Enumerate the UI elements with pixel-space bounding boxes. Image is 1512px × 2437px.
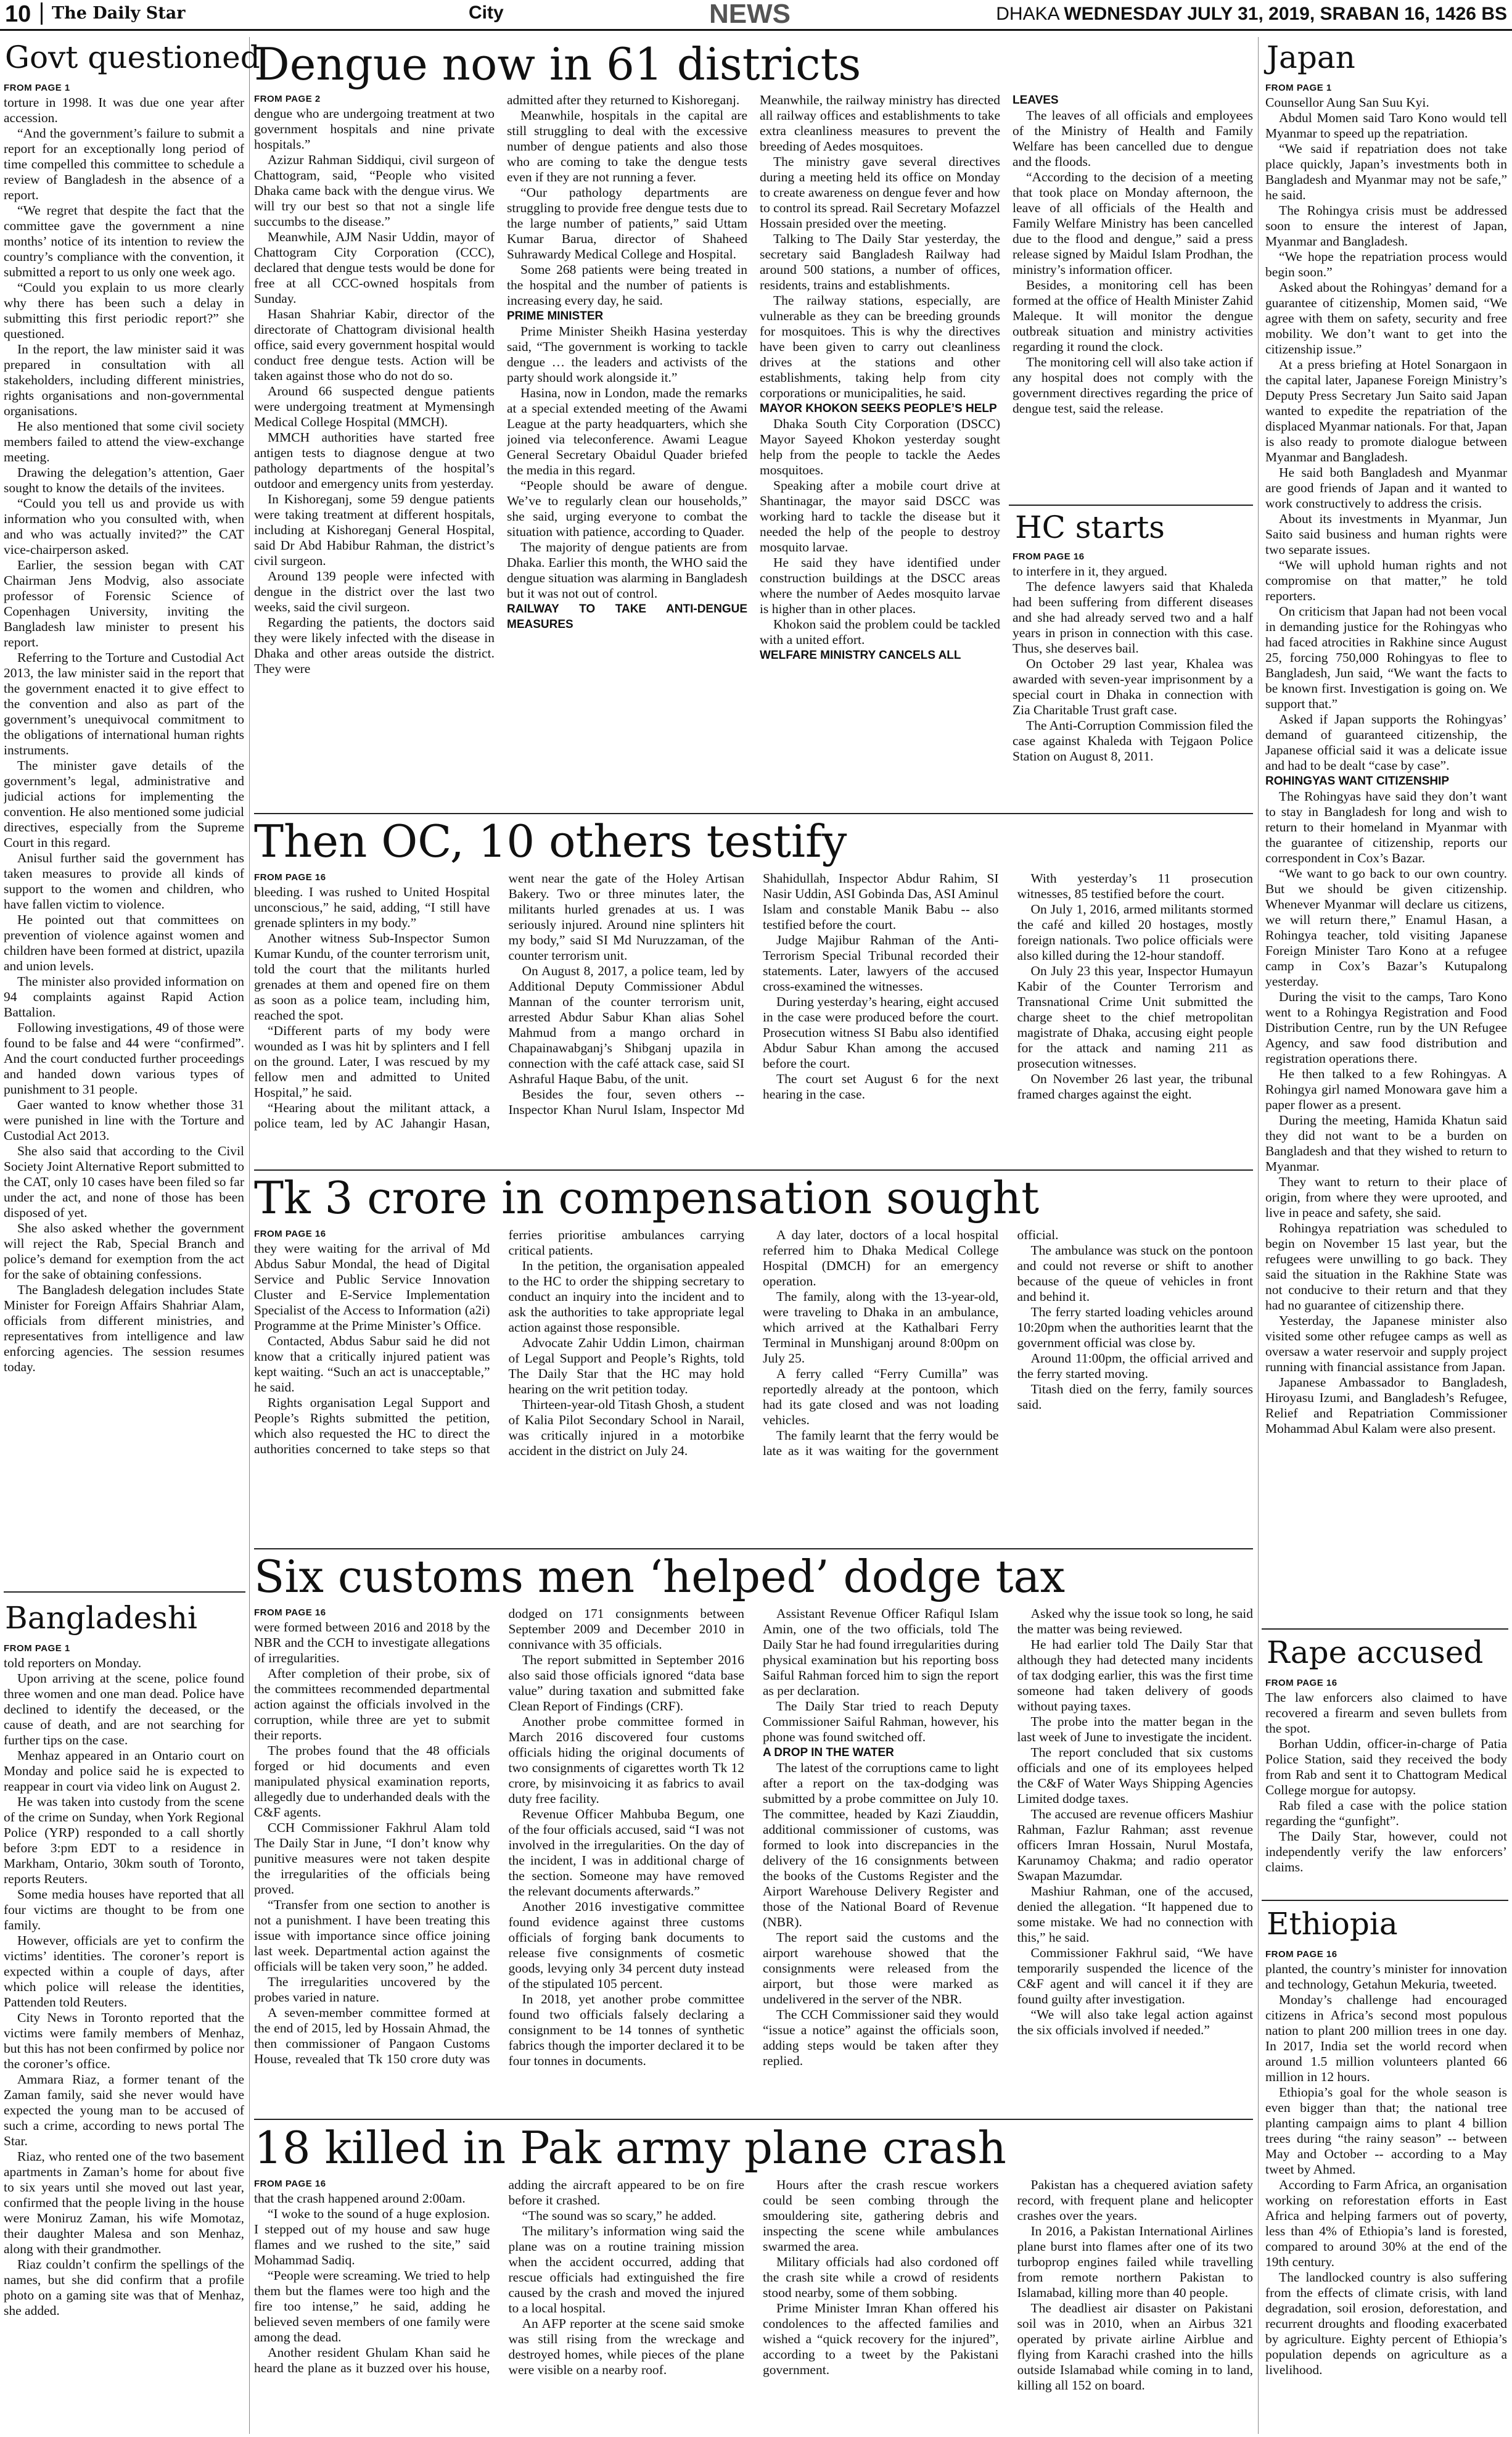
paragraph: The ministry gave several directives during a meeting held its office on Monday to create awareness on dengue fever and how to control its spread. Rail Secretary Mofazzel Hossain presided over the meeting. bbox=[760, 154, 1000, 231]
story-divider bbox=[254, 1548, 1253, 1549]
paragraph: Another resident Ghulam Khan said he heard the plane as it buzzed over his house, adding the aircraft appeared to be on fire before it crashed. bbox=[254, 2177, 744, 2375]
paragraph: Upon arriving at the scene, police found three women and one man dead. Police have declined to identify the deceased, or the cause of death, and are not searching for further tips on the case. bbox=[4, 1671, 244, 1747]
jump-line: FROM PAGE 1 bbox=[4, 83, 70, 93]
paragraph: “We will also take legal action against the six officials involved if needed.” bbox=[1017, 2007, 1253, 2037]
paragraph: During the meeting, Hamida Khatun said they did not want to be a burden on Bangladesh and that they wished to return to Myanmar. bbox=[1265, 1113, 1507, 1174]
paragraph: Around 139 people were infected with dengue in the district over the last two weeks, said the civil surgeon. bbox=[254, 569, 495, 614]
paragraph: In 2016, a Pakistan International Airlines plane burst into flames after one of its two turboprop engines failed while travelling from remote northern Pakistan to Islamabad, killing more than 40 people. bbox=[1017, 2224, 1253, 2300]
story-divider bbox=[4, 1591, 245, 1593]
headline-japan: Japan bbox=[1267, 39, 1355, 75]
article-ethiopia bbox=[1265, 1948, 1507, 2433]
paragraph: “I woke to the sound of a huge explosion. I stepped out of my house and saw huge flames and we rushed to the site,” said Mohammad Sadiq. bbox=[254, 2206, 490, 2267]
paragraph: During yesterday’s hearing, eight accused in the case were produced before the court. Prosecution witness SI Babu also identified Abdur Sabur Khan among the accused before the court. bbox=[763, 994, 999, 1071]
paragraph: they were waiting for the arrival of Md Abdus Sabur Mondal, the head of Digital Service and Public Service Innovation Cluster and E-Service Implementation Specialist of the Access to Information (a2i) Programme at the Prime Minister’s Office. bbox=[254, 1241, 490, 1333]
paragraph: Borhan Uddin, officer-in-charge of Patia Police Station, said they received the body from Rab and sent it to Chattogram Medical College morgue for autopsy. bbox=[1265, 1736, 1507, 1797]
paragraph: He had earlier told The Daily Star that although they had detected many incidents of tax dodging earlier, this was the first time someone had taken delivery of goods without paying taxes. bbox=[1017, 1637, 1253, 1713]
story-divider bbox=[1262, 1900, 1508, 1901]
paragraph: The Bangladesh delegation includes State Minister for Foreign Affairs Shahriar Alam, officials from different ministries, and representatives from intelligence and law enforcing agencies. The session resumes today. bbox=[4, 1282, 244, 1374]
paragraph: In the petition, the organisation appealed to the HC to order the shipping secretary to conduct an inquiry into the incident and to ask the authorities to take appropriate legal action against those responsible. bbox=[508, 1258, 744, 1335]
paragraph: Dhaka South City Corporation (DSCC) Mayor Sayeed Khokon yesterday sought help from the people to tackle the Aedes mosquitoes. bbox=[760, 416, 1000, 477]
paragraph: Hasina, now in London, made the remarks at a special extended meeting of the Awami League at the party headquarters, which she joined via teleconference. Awami League General Secretary Obaidul Quader briefed the media in this regard. bbox=[507, 386, 747, 477]
paragraph: Abdul Momen said Taro Kono would tell Myanmar to speed up the repatriation. bbox=[1265, 110, 1507, 141]
paragraph: dengue who are undergoing treatment at two government hospitals and nine private hospitals.” bbox=[254, 106, 495, 152]
paragraph: Some 268 patients were being treated in the hospital and the number of patients is increasing every day, he said. bbox=[507, 262, 747, 308]
paragraph: The Rohingya crisis must be addressed soon to ensure the interest of Japan, Myanmar and Bangladesh. bbox=[1265, 203, 1507, 249]
headline-oc-testify: Then OC, 10 others testify bbox=[254, 815, 847, 867]
paragraph: Besides, a monitoring cell has been formed at the office of Health Minister Zahid Maleque. It will monitor the dengue outbreak situation and ministry activities regarding it round the clock. bbox=[1013, 278, 1253, 354]
article-bangladeshi bbox=[4, 1642, 244, 2433]
paragraph: Titash died on the ferry, family sources said. bbox=[1017, 1382, 1253, 1412]
jump-line: FROM PAGE 16 bbox=[1265, 1949, 1337, 1960]
paragraph: Azizur Rahman Siddiqui, civil surgeon of Chattogram, said, “People who visited Dhaka came back with the dengue virus. We will try our best so that not a single life succumbs to the disease.” bbox=[254, 152, 495, 229]
subheading: LEAVES bbox=[1013, 94, 1059, 107]
column-rule bbox=[249, 37, 250, 2434]
story-divider bbox=[254, 1169, 1253, 1171]
section-label: City bbox=[469, 2, 504, 23]
paragraph: The report said the customs and the airport warehouse showed that the consignments were released from the airport, but those were marked as undelivered in the server of the NBR. bbox=[763, 1930, 999, 2006]
article-hc-starts bbox=[1013, 550, 1253, 808]
subheading: ROHINGYAS WANT CITIZENSHIP bbox=[1265, 775, 1450, 788]
paragraph: “And the government’s failure to submit a report for an exceptionally long period of time compelled this committee to schedule a review of Bangladesh in the absence of a report. bbox=[4, 126, 244, 202]
paragraph: “The sound was so scary,” he added. bbox=[522, 2208, 717, 2223]
paragraph: City News in Toronto reported that the victims were family members of Menhaz, but this has not been confirmed by police nor the coroner’s office. bbox=[4, 2010, 244, 2071]
paragraph: About its investments in Myanmar, Jun Saito said business and human rights were two separate issues. bbox=[1265, 511, 1507, 557]
paragraph: He pointed out that committees on prevention of violence against women and children have been formed at district, upazila and union levels. bbox=[4, 912, 244, 973]
subheading: PRIME MINISTER bbox=[507, 310, 604, 323]
paragraph: The deadliest air disaster on Pakistani soil was in 2010, when an Airbus 321 operated by private airline Airblue and flying from Karachi crashed into the hills outside Islamabad while coming in to land, killing all 152 on board. bbox=[1017, 2301, 1253, 2393]
paragraph: On October 29 last year, Khalea was awarded with seven-year imprisonment by a special court in Dhaka in connection with Zia Charitable Trust graft case. bbox=[1013, 656, 1253, 717]
paragraph: The latest of the corruptions came to light after a report on the tax-dodging was submitted by a probe committee on July 10. The committee, headed by Kazi Ziauddin, additional commissioner of customs, was formed to look into discrepancies in the delivery of the 16 consignments between the books of the Customs Register and the Airport Warehouse Delivery Register and those of the National Board of Revenue (NBR). bbox=[763, 1760, 999, 1929]
paragraph: “Hearing about the militant attack, a police team, led by AC Jahangir Hasan, went near the gate of the Holey Artisan Bakery. Two or three minutes later, the militants hurled grenades at us. I was seriously injured. Around nine splinters hit my body,” said SI Md Nuruzzaman, of the counter terrorism unit. bbox=[254, 871, 744, 1131]
paragraph: Meanwhile, AJM Nasir Uddin, mayor of Chattogram City Corporation (CCC), declared that dengue tests would be done for free at all CCC-owned hospitals from Sunday. bbox=[254, 229, 495, 306]
page-number: 10 bbox=[5, 1, 31, 27]
story-divider bbox=[254, 813, 1253, 814]
paragraph: “Could you explain to us more clearly why there has been such a delay in submitting this first periodic report?” she questioned. bbox=[4, 280, 244, 341]
paragraph: Assistant Revenue Officer Rafiqul Islam Amin, one of the two officials, told The Daily Star he had found irregularities during physical examination but his reporting boss Saiful Rahman forced him to sign the report as per declaration. bbox=[763, 1606, 999, 1698]
paragraph: Another probe committee formed in March 2016 discovered four customs officials hiding the original documents of two consignments of cigarettes worth Tk 12 crore, by misinvoicing it as fabrics to avail duty free facility. bbox=[508, 1714, 744, 1806]
paragraph: The probe into the matter began in the last week of June to investigate the incident. bbox=[1017, 1714, 1253, 1744]
paragraph: On criticism that Japan had not been vocal in demanding justice for the Rohingyas who had faced atrocities in Rakhine since August 25, forcing 750,000 Rohingyas to flee to Bangladesh, Jun said, “We want the facts to be known first. Investigation is going on. We support that.” bbox=[1265, 604, 1507, 711]
paragraph: Monday’s challenge had encouraged citizens in Africa’s second most populous nation to plant 200 million trees in one day. In 2017, India set the world record when around 1.5 million volunteers planted 66 million in 12 hours. bbox=[1265, 1992, 1507, 2084]
paragraph: “Transfer from one section to another is not a punishment. I have been treating this issue with importance since office joining last week. Departmental action against the officials will be taken very soon,” he added. bbox=[254, 1897, 490, 1974]
paragraph: The defence lawyers said that Khaleda had been suffering from different diseases and she had already served two and a half years in prison in connection with this case. Thus, she deserves bail. bbox=[1013, 579, 1253, 656]
paragraph: In Kishoreganj, some 59 dengue patients were taking treatment at different hospitals, including at Kishoreganj General Hospital, said Dr Abd Habibur Rahman, the district’s civil surgeon. bbox=[254, 492, 495, 568]
paragraph: The railway stations, especially, are vulnerable as they can be breeding grounds for mosquitoes. This is why the directives have been given to carry out cleanliness drives at the stations and other establishments, taking help from city corporations or municipalities, he said. bbox=[760, 293, 1000, 400]
headline-bangladeshi: Bangladeshi bbox=[5, 1600, 198, 1636]
paragraph: On July 23 this year, Inspector Humayun Kabir of the Counter Terrorism and Transnational Crime Unit submitted the charge sheet to the chief metropolitan magistrate of Dhaka, accusing eight people for the attack and naming 211 as prosecution witnesses. bbox=[1017, 963, 1253, 1071]
headline-rape-accused: Rape accused bbox=[1267, 1635, 1484, 1670]
jump-line: FROM PAGE 2 bbox=[254, 94, 321, 104]
jump-line: FROM PAGE 16 bbox=[254, 872, 326, 883]
subheading: MAYOR KHOKON SEEKS PEOPLE’S HELP bbox=[760, 402, 997, 415]
paragraph: bleeding. I was rushed to United Hospital unconscious,” he said, adding, “I still have grenade splinters in my body.” bbox=[254, 884, 490, 930]
paragraph: The landlocked country is also suffering from the effects of climate crisis, with land degradation, soil erosion, deforestation, and recurrent droughts and flooding exacerbated by agriculture. Eighty percent of Ethiopia’s population depends on agriculture as a livelihood. bbox=[1265, 2270, 1507, 2377]
paragraph: According to Farm Africa, an organisation working on reforestation efforts in East Africa and helping farmers out of poverty, less than 4% of Ethiopia’s land is forested, compared to around 30% at the end of the 19th century. bbox=[1265, 2177, 1507, 2269]
paragraph: Khokon said the problem could be tackled with a united effort. bbox=[760, 617, 1000, 647]
paragraph: The ambulance was stuck on the pontoon and could not reverse or shift to another because of the queue of vehicles in front and behind it. bbox=[1017, 1243, 1253, 1304]
paragraph: Around 66 suspected dengue patients were undergoing treatment at Mymensingh Medical College Hospital (MMCH). bbox=[254, 384, 495, 429]
jump-line: FROM PAGE 16 bbox=[254, 1607, 326, 1618]
paragraph: Meanwhile, hospitals in the capital are still struggling to deal with the excessive number of dengue patients and also those who are coming to take the dengue tests even if they are not running a fever. bbox=[507, 108, 747, 184]
paragraph: admitted after they returned to Kishoreganj. bbox=[507, 93, 740, 107]
paragraph: Ethiopia’s goal for the whole season is even bigger than that; the national tree planting campaign aims to plant 4 billion trees during “the rainy season” -- between May and October -- according to a May tweet by Ahmed. bbox=[1265, 2085, 1507, 2177]
paragraph: Riaz couldn’t confirm the spellings of the names, but she did confirm that a profile photo on a gaming site was that of Menhaz, she added. bbox=[4, 2257, 244, 2318]
article-dengue-col4 bbox=[1013, 93, 1253, 500]
paragraph: During the visit to the camps, Taro Kono went to a Rohingya Registration and Food Distribution Centre, run by the UN Refugee Agency, and saw food distribution and registration operations there. bbox=[1265, 989, 1507, 1066]
paragraph: Speaking after a mobile court drive at Shantinagar, the mayor said DSCC was working hard to tackle the disease but it needed the help of the people to destroy mosquito larvae. bbox=[760, 478, 1000, 555]
paragraph: At a press briefing at Hotel Sonargaon in the capital later, Japanese Foreign Ministry’s Deputy Press Secretary Jun Saito said Japan wanted to expedite the repatriation of the displaced Myanmar nationals. For that, Japan is also ready to promote dialogue between Myanmar and Bangladesh. bbox=[1265, 357, 1507, 464]
paragraph: Asked about the Rohingyas’ demand for a guarantee of citizenship, Momen said, “We agree with them on safety, security and free mobility. We don’t want to get into the citizenship issue.” bbox=[1265, 280, 1507, 357]
paragraph: A day later, doctors of a local hospital referred him to Dhaka Medical College Hospital (DMCH) for an emergency operation. bbox=[763, 1227, 999, 1289]
paragraph: The Rohingyas have said they don’t want to stay in Bangladesh for long and wish to return to their homeland in Myanmar with the guarantee of citizenship, reports our correspondent in Cox’s Bazar. bbox=[1265, 789, 1507, 865]
paragraph: He was taken into custody from the scene of the crime on Sunday, when York Regional Police (YRP) responded to a call shortly before 3:pm EDT to a residence in Markham, Ontario, 30km south of Toronto, reports Reuters. bbox=[4, 1794, 244, 1886]
paragraph: Ammara Riaz, a former tenant of the Zaman family, said she never would have expected the young man to be accused of such a crime, according to news portal The Star. bbox=[4, 2072, 244, 2148]
paragraph: Besides the four, seven others -- Inspector Khan Nurul Islam, Inspector Md Shahidullah, Inspector Abdur Rahim, SI Nasir Uddin, ASI Gobinda Das, ASI Aminul Islam and constable Manik Babu -- also testified before the court. bbox=[508, 871, 999, 1117]
paragraph: She also asked whether the government will reject the Rab, Special Branch and police’s demand for exemption from the act for the sake of obtaining confessions. bbox=[4, 1221, 244, 1282]
paragraph: The law enforcers also claimed to have recovered a firearm and seven bullets from the spot. bbox=[1265, 1690, 1507, 1736]
paragraph: Gaer wanted to know whether those 31 were punished in line with the Torture and Custodial Act 2013. bbox=[4, 1097, 244, 1143]
article-dengue-col2 bbox=[507, 93, 747, 808]
paragraph: The report submitted in September 2016 also said those officials ignored “data base value” during taxation and submitted fake Clean Report of Findings (CRF). bbox=[508, 1652, 744, 1713]
paragraph: The monitoring cell will also take action if any hospital does not comply with the government directives regarding the price of dengue test, said the release. bbox=[1013, 355, 1253, 416]
story-divider bbox=[1009, 505, 1253, 506]
headline-ethiopia: Ethiopia bbox=[1267, 1906, 1398, 1942]
paragraph: On August 8, 2017, a police team, led by Additional Deputy Commissioner Abdul Mannan of the counter terrorism unit, arrested Abdur Sabur Khan alias Sohel Mahmud from a mango orchard in Chapainawabganj’s Shibganj upazila in connection with the café attack case, said SI Ashraful Haque Babu, of the unit. bbox=[508, 963, 744, 1086]
paragraph: The minister also provided information on 94 complaints against Rapid Action Battalion. bbox=[4, 974, 244, 1020]
paragraph: Hours after the crash rescue workers could be seen combing through the smouldering site, gathering debris and inspecting the scene while ambulances swarmed the area. bbox=[763, 2177, 999, 2254]
newspaper-logo: The Daily Star bbox=[52, 4, 186, 23]
story-divider bbox=[254, 2119, 1253, 2120]
paragraph: The Daily Star tried to reach Deputy Commissioner Saiful Rahman, however, his phone was found switched off. bbox=[763, 1699, 999, 1744]
paragraph: Rab filed a case with the police station regarding the “gunfight”. bbox=[1265, 1798, 1507, 1828]
paragraph: Prime Minister Sheikh Hasina yesterday said, “The government is working to tackle dengue … the leaders and activists of the party should work alongside it.” bbox=[507, 324, 747, 385]
paragraph: were formed between 2016 and 2018 by the NBR and the CCH to investigate allegations of irregularities. bbox=[254, 1620, 490, 1665]
paragraph: Judge Majibur Rahman of the Anti-Terrorism Special Tribunal recorded their statements. Later, lawyers of the accused cross-examined the witnesses. bbox=[763, 933, 999, 994]
paragraph: He also mentioned that some civil society members failed to attend the view-exchange meeting. bbox=[4, 419, 244, 464]
subheading: WELFARE MINISTRY CANCELS ALL bbox=[760, 649, 961, 662]
paragraph: The family, along with the 13-year-old, were traveling to Dhaka in an ambulance, which arrived at the Kathalbari Ferry Terminal in Munshiganj around 8:00pm on July 25. bbox=[763, 1289, 999, 1366]
story-divider bbox=[1262, 1628, 1508, 1630]
paragraph: The ferry started loading vehicles around 10:20pm when the authorities learnt that the government official was close by. bbox=[1017, 1305, 1253, 1350]
paragraph: In 2018, yet another probe committee found two officials falsely declaring a consignment to be 14 tonnes of synthetic fabrics though the importer declared it to be four tonnes in documents. bbox=[508, 1992, 744, 2068]
paragraph: Asked why the issue took so long, he said the matter was being reviewed. bbox=[1017, 1606, 1253, 1636]
paragraph: The military’s information wing said the plane was on a routine training mission when the accident occurred, adding that rescue officials had extinguished the fire caused by the crash and moved the injured to a local hospital. bbox=[508, 2224, 744, 2315]
paragraph: Meanwhile, the railway ministry has directed all railway offices and establishments to take extra cleanliness measures to prevent the breeding of Aedes mosquitoes. bbox=[760, 93, 1000, 154]
column-rule bbox=[1258, 37, 1259, 2434]
jump-line: FROM PAGE 16 bbox=[1013, 551, 1085, 562]
paragraph: Hasan Shahriar Kabir, director of the directorate of Chattogram divisional health office, said every government hospital would conduct free dengue tests. Action will be taken against those who do not do so. bbox=[254, 307, 495, 383]
paragraph: “Our pathology departments are struggling to provide free dengue tests due to the large number of patients,” said Uttam Kumar Barua, director of Shaheed Suhrawardy Medical College and Hospital. bbox=[507, 185, 747, 262]
paragraph: The court set August 6 for the next hearing in the case. bbox=[763, 1071, 999, 1102]
paragraph: The accused are revenue officers Mashiur Rahman, Fazlur Rahman; asst revenue officers Imran Hossain, Nurul Mostafa, Karunamoy Chakma; and radio operator Swapan Mazumdar. bbox=[1017, 1807, 1253, 1883]
paragraph: Military officials had also cordoned off the crash site while a crowd of residents stood nearby, some of them sobbing. bbox=[763, 2254, 999, 2300]
headline-dengue: Dengue now in 61 districts bbox=[254, 38, 861, 90]
paragraph: After completion of their probe, six of the committees recommended departmental action against the officials involved in the corruption, while three are yet to submit their reports. bbox=[254, 1666, 490, 1742]
paragraph: They want to return to their place of origin, from where they were uprooted, and live in peace and safety, she said. bbox=[1265, 1174, 1507, 1220]
paragraph: “We want to go back to our own country. But we should be given citizenship. Whenever Myanmar will declare us citizens, we will return there,” Enamul Hasan, a Rohingya teacher, told visiting Japanese Foreign Minister Taro Kono at a refugee camp in Cox’s Bazar’s Kutupalong yesterday. bbox=[1265, 866, 1507, 989]
article-customs bbox=[254, 1606, 1253, 2114]
paragraph: Riaz, who rented one of the two basement apartments in Zaman’s home for about five to six years until she moved out last year, confirmed that the people living in the house were Moniruz Zaman, his wife Momotaz, their daughter Malesa and son Menhaz, along with their grandmother. bbox=[4, 2149, 244, 2256]
paragraph: Around 11:00pm, the official arrived and the ferry started moving. bbox=[1017, 1351, 1253, 1381]
paragraph: “We hope the repatriation process would begin soon.” bbox=[1265, 249, 1507, 279]
paragraph: However, officials are yet to confirm the victims’ identities. The coroner’s report is expected within a couple of days, after which police will release the identities, Pattenden told Reuters. bbox=[4, 1933, 244, 2010]
paragraph: He said both Bangladesh and Myanmar are good friends of Japan and it wanted to work constructively to address the crisis. bbox=[1265, 465, 1507, 511]
paragraph: Some media houses have reported that all four victims are thought to be from one family. bbox=[4, 1887, 244, 1932]
paragraph: Rohingya repatriation was scheduled to begin on November 15 last year, but the refugees were unwilling to go back. They said the situation in the Rakhine State was not conducive to their return and that they had no guarantee of citizenship there. bbox=[1265, 1221, 1507, 1313]
article-pak-crash bbox=[254, 2177, 1253, 2433]
masthead-divider bbox=[41, 2, 43, 25]
paragraph: “Could you tell us and provide us with information who you consulted with, when and who was actually invited?” the CAT vice-chairperson asked. bbox=[4, 496, 244, 557]
paragraph: A seven-member committee formed at the end of 2015, led by Hossain Ahmad, the then commissioner of Pangaon Customs House, revealed that Tk 150 crore duty was dodged on 171 consignments between September 2009 and December 2010 in connivance with 35 officials. bbox=[254, 1606, 744, 2066]
paragraph: Revenue Officer Mahbuba Begum, one of the four officials accused, said “I was not involved in the irregularities. On the day of the incident, I was in additional charge of the section. Someone may have removed the relevant documents afterwards.” bbox=[508, 1807, 744, 1899]
paragraph: An AFP reporter at the scene said smoke was still rising from the wreckage and destroyed homes, while pieces of the plane were visible on a nearby roof. bbox=[508, 2316, 744, 2377]
article-dengue-col1 bbox=[254, 93, 495, 808]
jump-line: FROM PAGE 16 bbox=[1265, 1678, 1337, 1688]
paragraph: “According to the decision of a meeting that took place on Monday afternoon, the leave of all officials of the Health and Family Welfare Ministry has been cancelled due to the flood and dengue,” said a press release signed by Maidul Islam Prodhan, the ministry’s information officer. bbox=[1013, 170, 1253, 277]
paragraph: planted, the country’s minister for innovation and technology, Getahun Mekuria, tweeted. bbox=[1265, 1961, 1507, 1992]
paragraph: Talking to The Daily Star yesterday, the secretary said Bangladesh Railway had around 500 stations, a number of offices, residents, trains and establishments. bbox=[760, 231, 1000, 292]
headline-hc-starts: HC starts bbox=[1015, 509, 1165, 545]
news-label: NEWS bbox=[709, 0, 791, 29]
paragraph: A ferry called “Ferry Cumilla” was reportedly already at the pontoon, which had its gate closed and was not loading vehicles. bbox=[763, 1366, 999, 1427]
article-compensation bbox=[254, 1227, 1253, 1543]
paragraph: Contacted, Abdus Sabur said he did not know that a critically injured patient was kept waiting. “Such an act is unacceptable,” he said. bbox=[254, 1334, 490, 1395]
paragraph: told reporters on Monday. bbox=[4, 1656, 142, 1670]
paragraph: The Daily Star, however, could not independently verify the law enforcers’ claims. bbox=[1265, 1829, 1507, 1874]
article-govt-questioned bbox=[4, 81, 244, 1586]
subheading: A DROP IN THE WATER bbox=[763, 1746, 894, 1759]
paragraph: “People should be aware of dengue. We’ve to regularly clean our households,” she said, urging everyone to combat the situation with patience, according to Quader. bbox=[507, 478, 747, 539]
paragraph: torture in 1998. It was due one year after accession. bbox=[4, 95, 244, 125]
paragraph: Another 2016 investigative committee found evidence against three customs officials of forging bank documents to release five consignments of cosmetic goods, levying only 34 percent duty instead of the stipulated 105 percent. bbox=[508, 1899, 744, 1991]
article-dengue-col3 bbox=[760, 93, 1000, 808]
paragraph: Rights organisation Legal Support and People’s Rights submitted the petition, which also requested the HC to direct the authorities concerned to take steps so that ferries prioritise ambulances carrying critical patients. bbox=[254, 1227, 744, 1456]
paragraph: to interfere in it, they argued. bbox=[1013, 564, 1167, 579]
paragraph: The Anti-Corruption Commission filed the case against Khaleda with Tejgaon Police Station on August 8, 2011. bbox=[1013, 718, 1253, 764]
paragraph: The probes found that the 48 officials forged or hid documents and even manipulated physical examination reports, allegedly due to underhanded deals with the C&F agents. bbox=[254, 1743, 490, 1820]
paragraph: Drawing the delegation’s attention, Gaer sought to know the details of the invitees. bbox=[4, 465, 244, 495]
paragraph: Counsellor Aung San Suu Kyi. bbox=[1265, 95, 1429, 110]
paragraph: Prime Minister Imran Khan offered his condolences to the affected families and wished a “quick recovery for the injured”, according to a tweet by the Pakistani government. bbox=[763, 2301, 999, 2377]
headline-pak-crash: 18 killed in Pak army plane crash bbox=[254, 2122, 1006, 2174]
jump-line: FROM PAGE 16 bbox=[254, 2179, 326, 2189]
paragraph: Menhaz appeared in an Ontario court on Monday and police said he is expected to reappear in court via video link on August 2. bbox=[4, 1748, 244, 1794]
paragraph: Asked if Japan supports the Rohingyas’ demand of guaranteed citizenship, the Japanese official said it was a delicate issue and had to be dealt “case by case”. bbox=[1265, 712, 1507, 773]
paragraph: Following investigations, 49 of those were found to be false and 44 were “confirmed”. And the court conducted further proceedings and handed down various types of punishment to 31 people. bbox=[4, 1020, 244, 1097]
paragraph: She also said that according to the Civil Society Joint Alternative Report submitted to the CAT, only 10 cases have been filed so far under the act, and none of those has been disposed of yet. bbox=[4, 1144, 244, 1220]
paragraph: He said they have identified under construction buildings at the DSCC areas where the number of Aedes mosquito larvae is higher than in other places. bbox=[760, 555, 1000, 616]
paragraph: Yesterday, the Japanese minister also visited some other refugee camps as well as oversaw a water reservoir and supply project running with financial assistance from Japan. bbox=[1265, 1313, 1507, 1374]
paragraph: The family learnt that the ferry would be late as it was waiting for the government official. bbox=[763, 1227, 1059, 1458]
paragraph: Advocate Zahir Uddin Limon, chairman of Legal Support and People’s Rights, told The Daily Star that the HC may hold hearing on the writ petition today. bbox=[508, 1335, 744, 1396]
paragraph: The leaves of all officials and employees of the Ministry of Health and Family Welfare has been cancelled due to dengue and the floods. bbox=[1013, 108, 1253, 169]
paragraph: “We regret that despite the fact that the committee gave the government a nine months’ notice of its intention to review the country’s compliance with the convention, it submitted a report to us only one week ago. bbox=[4, 203, 244, 279]
subheading: RAILWAY TO TAKE ANTI-DENGUE MEASURES bbox=[507, 603, 747, 631]
jump-line: FROM PAGE 1 bbox=[1265, 83, 1332, 93]
paragraph: The CCH Commissioner said they would “issue a notice” against the officials soon, adding steps would be taken after they replied. bbox=[763, 2007, 999, 2068]
headline-govt-questioned: Govt questioned bbox=[5, 39, 260, 75]
article-japan bbox=[1265, 81, 1507, 1623]
paragraph: Commissioner Fakhrul said, “We have temporarily suspended the licence of the C&F agent and will cancel it if they are found guilty after investigation. bbox=[1017, 1945, 1253, 2006]
paragraph: “We said if repatriation does not take place quickly, Japan’s investments both in Bangladesh and Myanmar may not be safe,” he said. bbox=[1265, 141, 1507, 202]
paragraph: The irregularities uncovered by the probes varied in nature. bbox=[254, 1974, 490, 2005]
jump-line: FROM PAGE 1 bbox=[4, 1643, 70, 1654]
jump-line: FROM PAGE 16 bbox=[254, 1229, 326, 1239]
paragraph: Regarding the patients, the doctors said they were likely infected with the disease in Dhaka and other areas outside the district. They were bbox=[254, 615, 495, 676]
paragraph: He then talked to a few Rohingyas. A Rohingya girl named Monowara gave him a paper flower as a present. bbox=[1265, 1066, 1507, 1112]
paragraph: that the crash happened around 2:00am. bbox=[254, 2191, 466, 2206]
issue-date: DHAKA WEDNESDAY JULY 31, 2019, SRABAN 16, 1426 BS bbox=[996, 4, 1507, 24]
paragraph: Mashiur Rahman, one of the accused, denied the allegation. “It happened due to some mistake. We had no connection with this,” he said. bbox=[1017, 1884, 1253, 1945]
article-oc-testify bbox=[254, 871, 1253, 1165]
headline-customs: Six customs men ‘helped’ dodge tax bbox=[254, 1551, 1066, 1602]
paragraph: The majority of dengue patients are from Dhaka. Earlier this month, the WHO said the dengue situation was alarming in Bangladesh but it was not out of control. bbox=[507, 540, 747, 601]
paragraph: Anisul further said the government has taken measures to provide all kinds of support to the women and children, who have fallen victim to violence. bbox=[4, 851, 244, 912]
paragraph: On July 1, 2016, armed militants stormed the café and killed 20 hostages, mostly foreign nationals. Two police officials were also killed during the 12-hour standoff. bbox=[1017, 902, 1253, 963]
paragraph: Japanese Ambassador to Bangladesh, Hiroyasu Izumi, and Bangladesh’s Refugee, Relief and Repatriation Commissioner Mohammad Abul Kalam were also present. bbox=[1265, 1375, 1507, 1436]
paragraph: On November 26 last year, the tribunal framed charges against the eight. bbox=[1017, 1071, 1253, 1102]
article-rape-accused bbox=[1265, 1676, 1507, 1895]
paragraph: Thirteen-year-old Titash Ghosh, a student of Kalia Pilot Secondary School in Narail, was critically injured in a motorbike accident in the district on July 24. bbox=[508, 1397, 744, 1458]
paragraph: Earlier, the session began with CAT Chairman Jens Modvig, also associate professor of Forensic Science of Copenhagen University, inviting the Bangladesh law minister to present his report. bbox=[4, 558, 244, 649]
headline-compensation: Tk 3 crore in compensation sought bbox=[254, 1172, 1040, 1224]
paragraph: Referring to the Torture and Custodial Act 2013, the law minister said in the report that the government enacted it to give effect to the convention and also as part of the government’s unequivocal commitment to the obligations of international human rights instruments. bbox=[4, 650, 244, 757]
paragraph: The report concluded that six customs officials and one of its employees helped the C&F of Water Ways Shipping Agencies Limited dodge taxes. bbox=[1017, 1745, 1253, 1806]
paragraph: “People were screaming. We tried to help them but the flames were too high and the fire too intense,” he said, adding he believed seven members of one family were among the dead. bbox=[254, 2268, 490, 2344]
paragraph: “Different parts of my body were wounded as I was hit by splinters and I fell on the ground. Later, I was rescued by my fellow men and admitted to United Hospital,” he said. bbox=[254, 1023, 490, 1100]
paragraph: In the report, the law minister said it was prepared in consultation with all stakeholders, including different ministries, rights organisations and non-governmental organisations. bbox=[4, 342, 244, 418]
paragraph: The minister gave details of the government’s legal, administrative and judicial actions for implementing the convention. He also mentioned some judicial directives, especially from the Supreme Court in this regard. bbox=[4, 758, 244, 850]
paragraph: Pakistan has a chequered aviation safety record, with frequent plane and helicopter crashes over the years. bbox=[1017, 2177, 1253, 2223]
masthead bbox=[0, 0, 1512, 31]
paragraph: “We will uphold human rights and not compromise on that matter,” he told reporters. bbox=[1265, 558, 1507, 603]
paragraph: With yesterday’s 11 prosecution witnesses, 85 testified before the court. bbox=[1017, 871, 1253, 901]
paragraph: CCH Commissioner Fakhrul Alam told The Daily Star in June, “I don’t know why punitive measures were not taken despite the irregularities of the officials being proved. bbox=[254, 1820, 490, 1897]
paragraph: Another witness Sub-Inspector Sumon Kumar Kundu, of the counter terrorism unit, told the court that the militants hurled grenades at them and opened fire on them as soon as a police team, including him, reached the spot. bbox=[254, 931, 490, 1023]
paragraph: MMCH authorities have started free antigen tests to diagnose dengue at two pathology departments of the hospital’s outdoor and emergency units from yesterday. bbox=[254, 430, 495, 491]
